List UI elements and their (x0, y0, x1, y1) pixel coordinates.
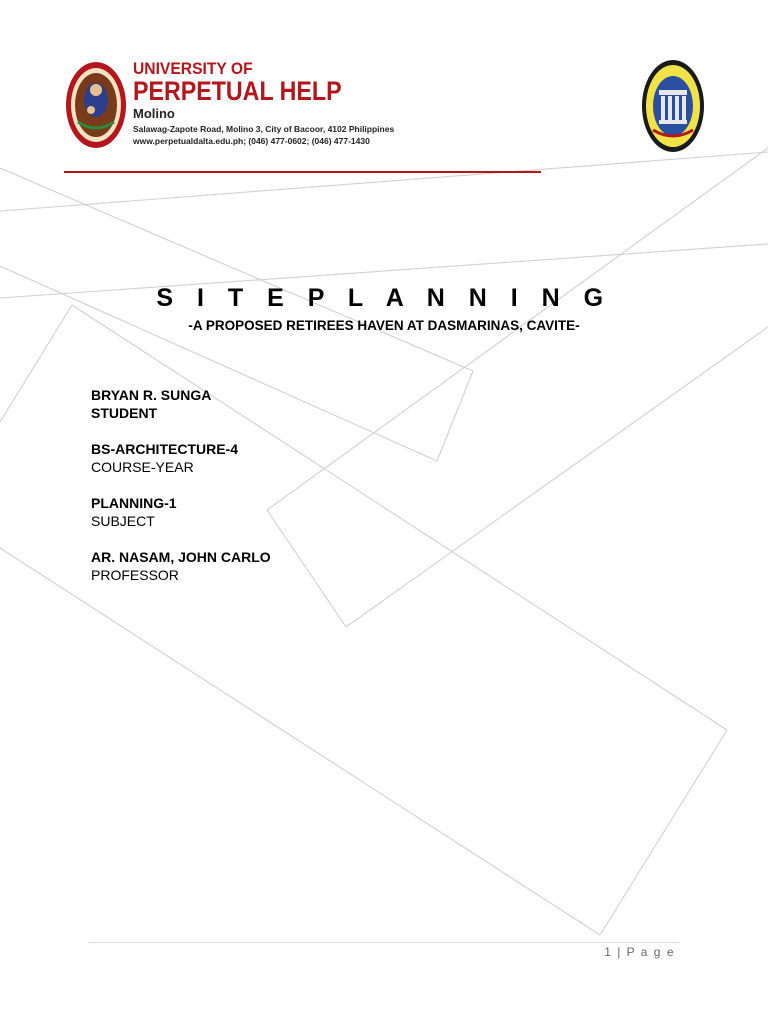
info-subject (91, 494, 491, 530)
page-number: 1 | P a g e (604, 945, 675, 959)
university-contact: www.perpetualdalta.edu.ph; (046) 477-0602; (046) 477-1430 (133, 136, 370, 146)
university-address: Salawag-Zapote Road, Molino 3, City of Bacoor, 4102 Philippines (133, 124, 395, 134)
professor-label: PROFESSOR (91, 567, 179, 583)
student-label: STUDENT (91, 405, 158, 421)
college-of-architecture-seal-icon (640, 56, 706, 156)
professor-name: AR. NASAM, JOHN CARLO (91, 549, 271, 565)
course-label: COURSE-YEAR (91, 459, 194, 475)
info-course (91, 440, 491, 476)
university-name-line1: UNIVERSITY OF (133, 59, 253, 78)
document-subtitle: -A PROPOSED RETIREES HAVEN AT DASMARINAS, CAVITE- (188, 318, 580, 333)
footer-divider (89, 942, 679, 943)
info-student (91, 386, 491, 422)
subject-value: PLANNING-1 (91, 495, 177, 511)
subject-label: SUBJECT (91, 513, 155, 529)
university-name-line2: PERPETUAL HELP (133, 76, 342, 106)
info-professor (91, 548, 491, 584)
document-title: S I T E P L A N N I N G (156, 284, 612, 312)
campus-name: Molino (133, 106, 175, 121)
header-divider (64, 171, 541, 173)
course-value: BS-ARCHITECTURE-4 (91, 441, 238, 457)
info-block (91, 386, 491, 602)
university-seal-icon (64, 60, 128, 150)
student-name: BRYAN R. SUNGA (91, 387, 212, 403)
